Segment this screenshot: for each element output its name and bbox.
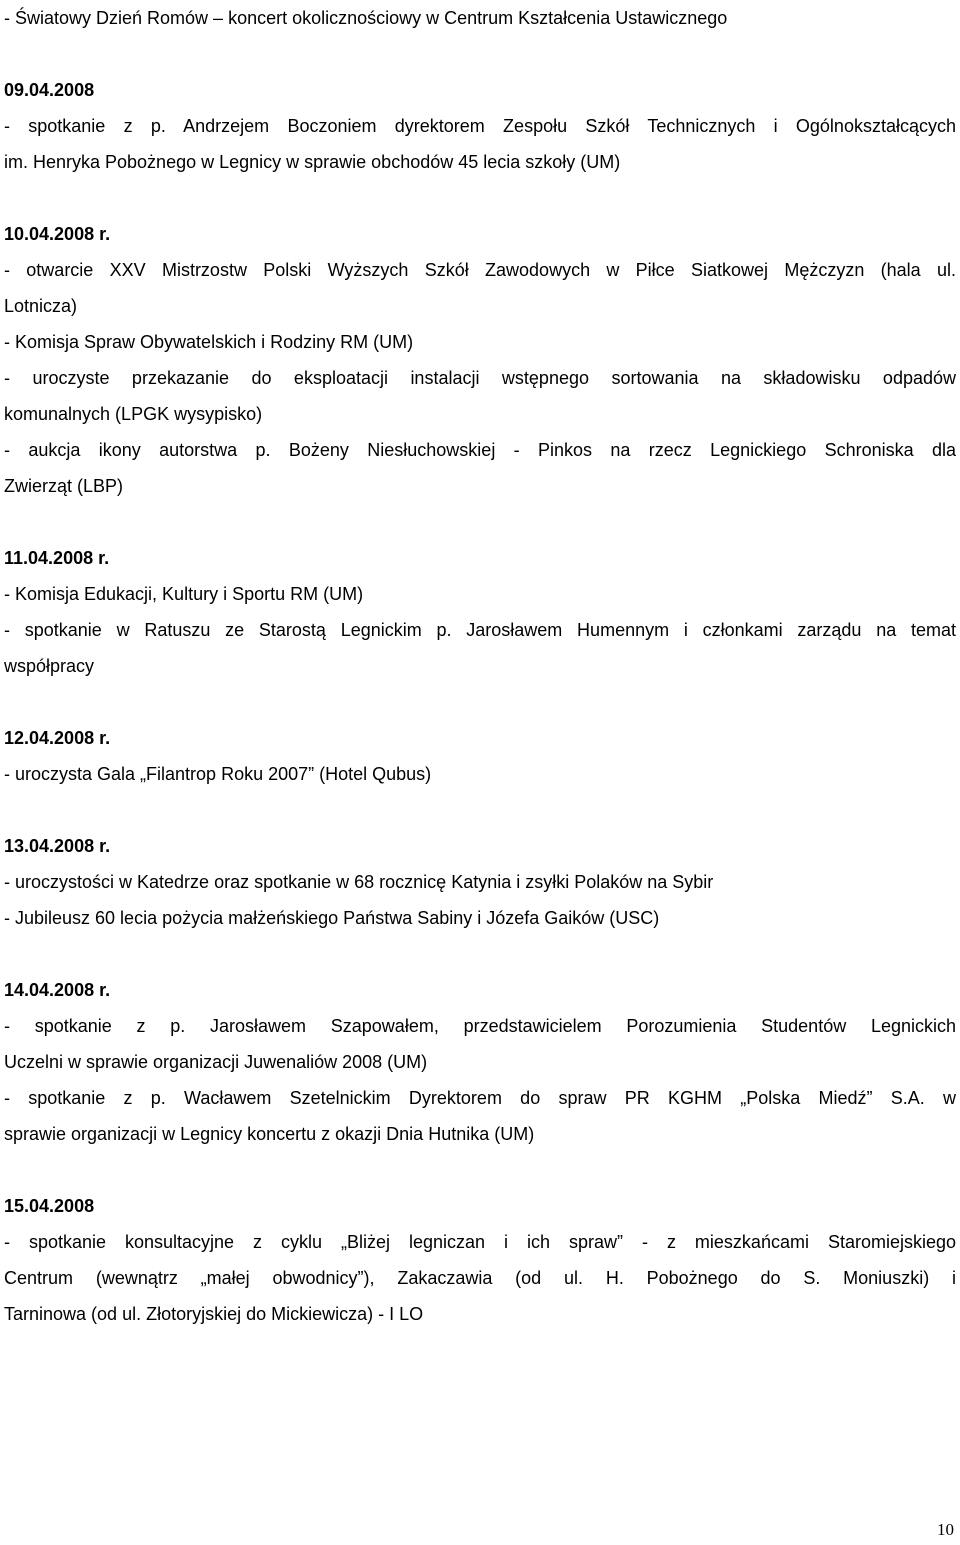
date-heading: 11.04.2008 r. (4, 548, 110, 568)
event-line: Lotnicza) (4, 296, 78, 316)
event-line: komunalnych (LPGK wysypisko) (4, 404, 263, 424)
event-line: Centrum (wewnątrz „małej obwodnicy”), Zakaczawia (od ul. H. Pobożnego do S. Moniuszki) i (4, 1268, 956, 1288)
paragraph-spacer (4, 180, 956, 216)
event-line: - spotkanie z p. Jarosławem Szapowałem, przedstawicielem Porozumienia Studentów Legnickich (4, 1016, 956, 1036)
paragraph-spacer (4, 792, 956, 828)
paragraph-spacer (4, 1152, 956, 1188)
date-heading: 09.04.2008 (4, 80, 95, 100)
paragraph-spacer (4, 684, 956, 720)
event-line: - Komisja Edukacji, Kultury i Sportu RM (UM) (4, 584, 364, 604)
date-heading: 14.04.2008 r. (4, 980, 111, 1000)
date-heading: 12.04.2008 r. (4, 728, 111, 748)
event-line: Tarninowa (od ul. Złotoryjskiej do Mickiewicza) - I LO (4, 1304, 424, 1324)
event-line: im. Henryka Pobożnego w Legnicy w sprawie obchodów 45 lecia szkoły (UM) (4, 152, 621, 172)
event-line: - Komisja Spraw Obywatelskich i Rodziny RM (UM) (4, 332, 414, 352)
paragraph-spacer (4, 504, 956, 540)
event-line: - spotkanie z p. Wacławem Szetelnickim Dyrektorem do spraw PR KGHM „Polska Miedź” S.A. w (4, 1088, 956, 1108)
event-line: - spotkanie w Ratuszu ze Starostą Legnickim p. Jarosławem Humennym i członkami zarządu na temat (4, 620, 956, 640)
date-heading: 10.04.2008 r. (4, 224, 111, 244)
event-line: sprawie organizacji w Legnicy koncertu z okazji Dnia Hutnika (UM) (4, 1124, 535, 1144)
event-line: Zwierząt (LBP) (4, 476, 124, 496)
date-heading: 13.04.2008 r. (4, 836, 111, 856)
event-line: - Jubileusz 60 lecia pożycia małżeńskiego Państwa Sabiny i Józefa Gaików (USC) (4, 908, 660, 928)
event-line: współpracy (4, 656, 95, 676)
event-line: Uczelni w sprawie organizacji Juwenaliów 2008 (UM) (4, 1052, 428, 1072)
paragraph-spacer (4, 936, 956, 972)
document-body (4, 0, 956, 1332)
event-line: - uroczyste przekazanie do eksploatacji instalacji wstępnego sortowania na składowisku odpadów (4, 368, 956, 388)
event-line: - Światowy Dzień Romów – koncert okolicznościowy w Centrum Kształcenia Ustawicznego (4, 8, 728, 28)
paragraph-spacer (4, 36, 956, 72)
page-number: 10 (937, 1520, 954, 1539)
event-line: - aukcja ikony autorstwa p. Bożeny Niesłuchowskiej - Pinkos na rzecz Legnickiego Schroniska dla (4, 440, 956, 460)
event-line: - uroczysta Gala „Filantrop Roku 2007” (Hotel Qubus) (4, 764, 432, 784)
event-line: - spotkanie z p. Andrzejem Boczoniem dyrektorem Zespołu Szkół Technicznych i Ogólnokształcących (4, 116, 956, 136)
event-line: - uroczystości w Katedrze oraz spotkanie w 68 rocznicę Katynia i zsyłki Polaków na Sybir (4, 872, 714, 892)
event-line: - otwarcie XXV Mistrzostw Polski Wyższych Szkół Zawodowych w Piłce Siatkowej Mężczyzn (hala ul. (4, 260, 956, 280)
event-line: - spotkanie konsultacyjne z cyklu „Bliżej legniczan i ich spraw” - z mieszkańcami Staromiejskiego (4, 1232, 956, 1252)
date-heading: 15.04.2008 (4, 1196, 95, 1216)
